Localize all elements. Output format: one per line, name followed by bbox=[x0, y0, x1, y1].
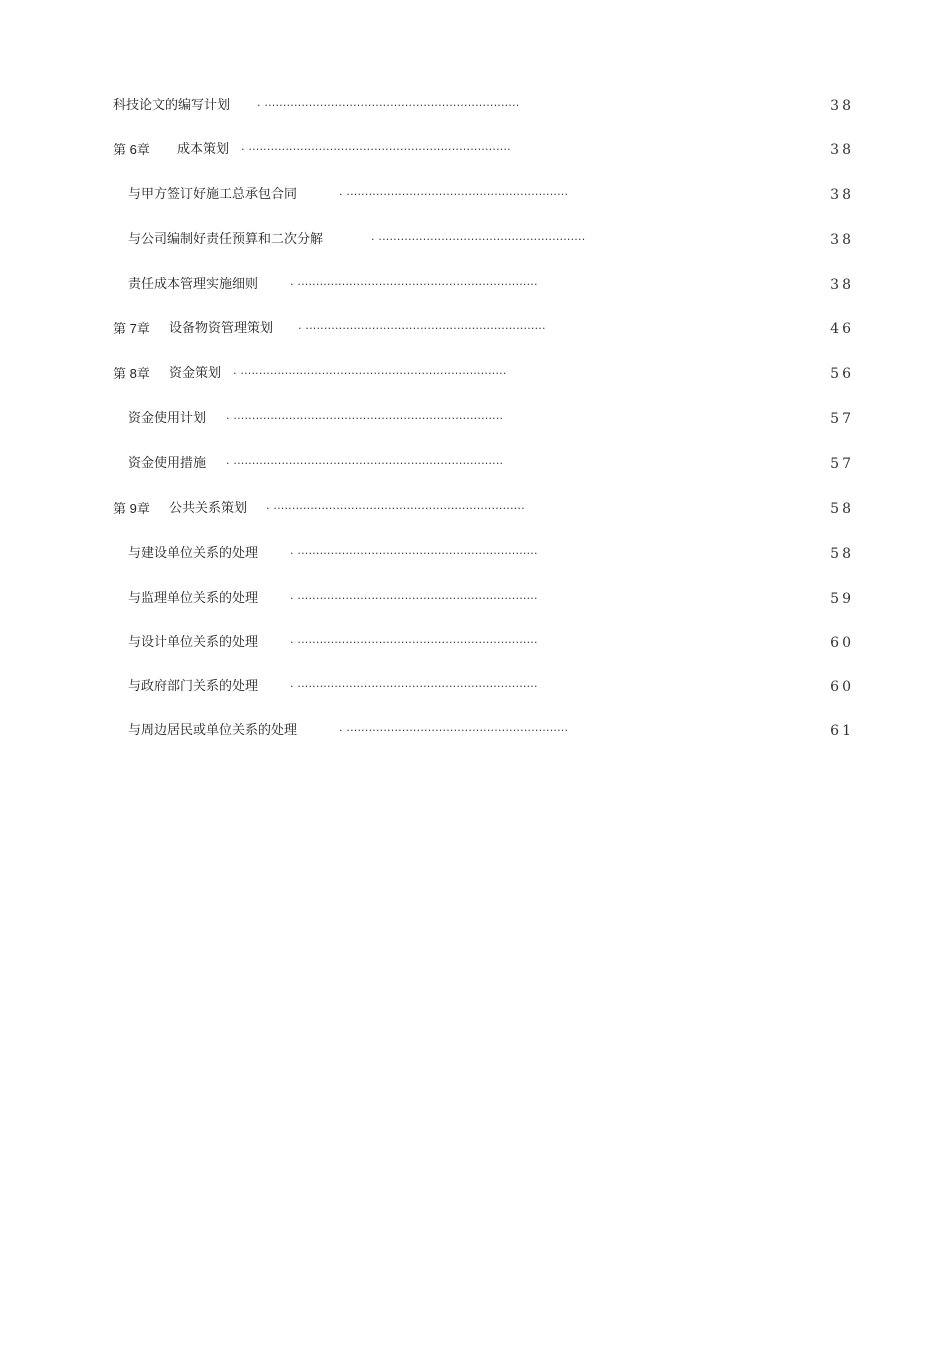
toc-dot-leader: . ................................................................. bbox=[298, 319, 546, 332]
toc-dot-leader: . ......................................................................... bbox=[226, 409, 504, 422]
toc-entry[interactable] bbox=[0, 588, 950, 610]
toc-entry[interactable] bbox=[0, 184, 950, 206]
toc-entry[interactable] bbox=[0, 95, 950, 117]
toc-entry[interactable] bbox=[0, 408, 950, 430]
toc-entry[interactable] bbox=[0, 543, 950, 565]
toc-entry[interactable] bbox=[0, 632, 950, 654]
toc-page-number: 58 bbox=[830, 546, 854, 562]
toc-entry[interactable] bbox=[0, 363, 950, 385]
toc-entry-title: 资金使用措施 bbox=[128, 456, 207, 471]
toc-dot-leader: . ........................................................ bbox=[371, 230, 586, 243]
toc-dot-leader: . ........................................................................ bbox=[233, 364, 507, 377]
toc-entry[interactable] bbox=[0, 229, 950, 251]
toc-dot-leader: . ....................................................................... bbox=[241, 140, 511, 153]
toc-dot-leader: . ................................................................. bbox=[290, 589, 538, 602]
toc-entry-title: 公共关系策划 bbox=[169, 501, 248, 516]
toc-page-number: 61 bbox=[830, 723, 854, 739]
toc-page-number: 57 bbox=[830, 456, 854, 472]
toc-page-number: 38 bbox=[830, 187, 854, 203]
toc-page-number: 57 bbox=[830, 411, 854, 427]
toc-chapter-label: 第 8章 bbox=[113, 366, 150, 381]
toc-entry[interactable] bbox=[0, 274, 950, 296]
toc-chapter-label: 第 6章 bbox=[113, 142, 150, 157]
toc-dot-leader: . ......................................................................... bbox=[226, 454, 504, 467]
toc-dot-leader: . ............................................................ bbox=[339, 185, 569, 198]
toc-entry[interactable] bbox=[0, 139, 950, 161]
toc-entry-title: 与周边居民或单位关系的处理 bbox=[128, 723, 298, 738]
toc-dot-leader: . ................................................................. bbox=[290, 275, 538, 288]
toc-entry-title: 责任成本管理实施细则 bbox=[128, 277, 259, 292]
toc-entry-title: 资金策划 bbox=[169, 366, 222, 381]
toc-dot-leader: . .................................................................... bbox=[266, 499, 525, 512]
toc-page-number: 38 bbox=[830, 277, 854, 293]
toc-entry-title: 设备物资管理策划 bbox=[169, 321, 274, 336]
toc-page-number: 46 bbox=[830, 321, 854, 337]
toc-entry[interactable] bbox=[0, 318, 950, 340]
toc-dot-leader: . ................................................................. bbox=[290, 544, 538, 557]
toc-entry-title: 资金使用计划 bbox=[128, 411, 207, 426]
toc-entry-title: 与政府部门关系的处理 bbox=[128, 679, 259, 694]
toc-entry[interactable] bbox=[0, 453, 950, 475]
toc-chapter-label: 第 7章 bbox=[113, 321, 150, 336]
toc-entry-title: 与监理单位关系的处理 bbox=[128, 591, 259, 606]
toc-entry[interactable] bbox=[0, 720, 950, 742]
toc-dot-leader: . ............................................................ bbox=[339, 721, 569, 734]
toc-dot-leader: . ................................................................. bbox=[290, 677, 538, 690]
toc-entry-title: 与甲方签订好施工总承包合同 bbox=[128, 187, 298, 202]
toc-page-number: 38 bbox=[830, 142, 854, 158]
toc-chapter-label: 第 9章 bbox=[113, 501, 150, 516]
toc-entry[interactable] bbox=[0, 676, 950, 698]
toc-page-number: 58 bbox=[830, 501, 854, 517]
toc-entry[interactable] bbox=[0, 498, 950, 520]
toc-entry-title: 与建设单位关系的处理 bbox=[128, 546, 259, 561]
toc-entry-title: 科技论文的编写计划 bbox=[113, 98, 231, 113]
toc-entry-title: 与公司编制好责任预算和二次分解 bbox=[128, 232, 324, 247]
toc-page-number: 59 bbox=[830, 591, 854, 607]
toc-entry-title: 成本策划 bbox=[177, 142, 230, 157]
toc-page-number: 56 bbox=[830, 366, 854, 382]
toc-page-number: 60 bbox=[830, 679, 854, 695]
toc-page-number: 38 bbox=[830, 98, 854, 114]
toc-page-number: 60 bbox=[830, 635, 854, 651]
toc-page-number: 38 bbox=[830, 232, 854, 248]
toc-dot-leader: . ..................................................................... bbox=[257, 96, 520, 109]
toc-dot-leader: . ................................................................. bbox=[290, 633, 538, 646]
toc-entry-title: 与设计单位关系的处理 bbox=[128, 635, 259, 650]
